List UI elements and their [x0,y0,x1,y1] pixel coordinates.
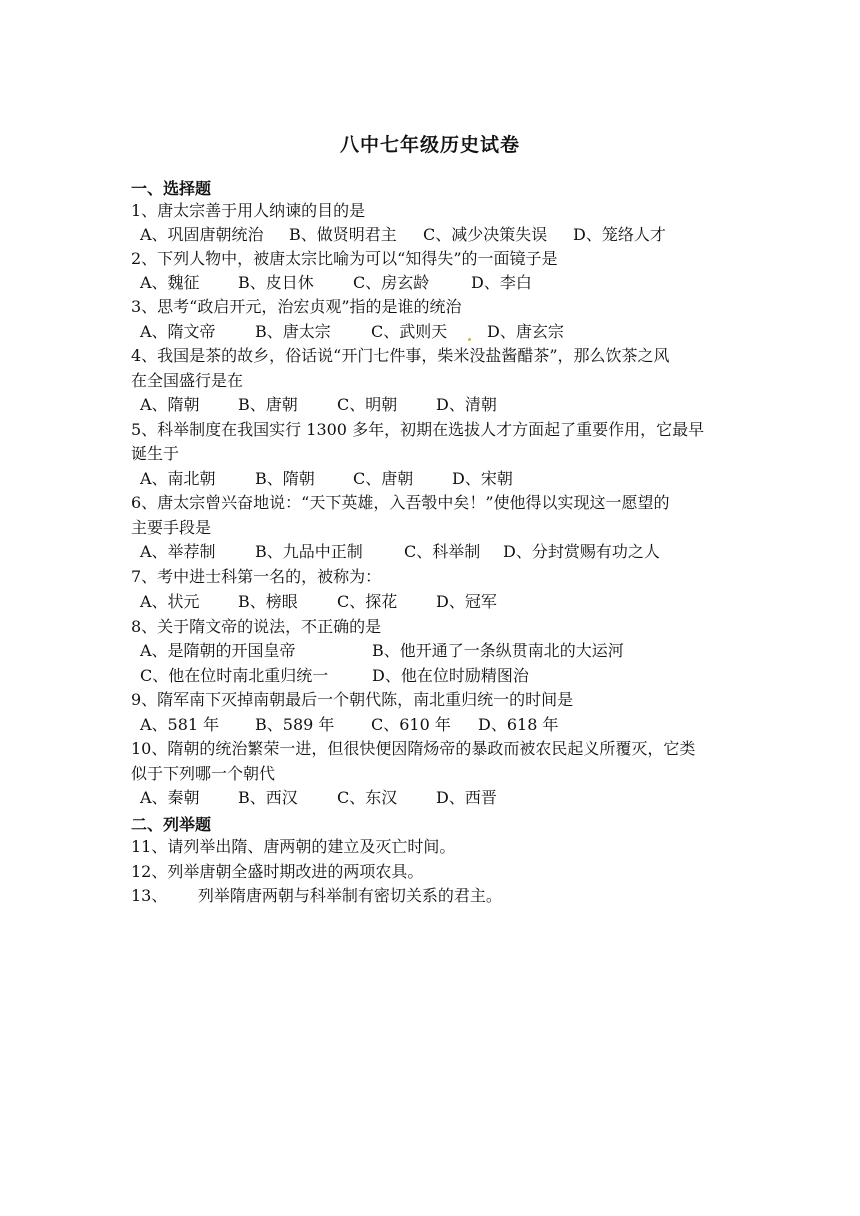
q3-option-d: D、唐玄宗 [487,322,564,341]
question-8: 8、关于隋文帝的说法，不正确的是 [131,617,382,636]
question-4-line-1: 4、我国是茶的故乡，俗话说“开门七件事，柴米没盐酱醋茶”，那么饮茶之风 [131,346,670,365]
q10-option-a: A、秦朝 [140,788,200,807]
section-heading-choice: 一、选择题 [131,179,212,198]
q5-option-d: D、宋朝 [452,469,513,488]
q5-option-b: B、隋朝 [255,469,315,488]
q6-option-d: D、分封赏赐有功之人 [503,542,660,561]
question-7: 7、考中进士科第一名的，被称为： [131,567,382,586]
q7-option-c: C、探花 [337,592,398,611]
question-3: 3、思考“政启开元，治宏贞观”指的是谁的统治 [131,297,462,316]
q8-option-d: D、他在位时励精图治 [372,666,529,685]
question-6-line-2: 主要手段是 [131,518,212,537]
q3-option-a: A、隋文帝 [140,322,216,341]
q3-option-c: C、武则天 [371,322,448,341]
q7-option-d: D、冠军 [436,592,497,611]
question-10-line-2: 似于下列哪一个朝代 [131,764,276,783]
question-4-line-2: 在全国盛行是在 [131,371,244,390]
q4-option-a: A、隋朝 [140,395,200,414]
question-1: 1、唐太宗善于用人纳谏的目的是 [131,201,366,220]
q2-option-d: D、李白 [471,273,532,292]
question-5-line-2: 诞生于 [131,444,180,463]
q2-option-b: B、皮日休 [238,273,314,292]
q4-option-b: B、唐朝 [238,395,298,414]
question-6-line-1: 6、唐太宗曾兴奋地说：“天下英雄，入吾彀中矣！”使他得以实现这一愿望的 [131,493,670,512]
q1-option-b: B、做贤明君主 [289,225,397,244]
exam-title: 八中七年级历史试卷 [339,134,520,156]
q8-option-a: A、是隋朝的开国皇帝 [140,641,296,660]
q10-option-b: B、西汉 [238,788,298,807]
q9-option-c: C、610 年 [371,715,451,734]
question-12: 12、列举唐朝全盛时期改进的两项农具。 [131,862,424,881]
question-5-line-1: 5、科举制度在我国实行 1300 多年，初期在选拔人才方面起了重要作用，它最早 [131,420,705,439]
stray-dot [468,338,471,341]
q7-option-b: B、榜眼 [238,592,298,611]
q8-option-c: C、他在位时南北重归统一 [140,666,329,685]
q9-option-b: B、589 年 [255,715,335,734]
q9-option-d: D、618 年 [478,715,559,734]
q1-option-d: D、笼络人才 [573,225,666,244]
q1-option-c: C、减少决策失误 [423,225,548,244]
q5-option-a: A、南北朝 [140,469,216,488]
q5-option-c: C、唐朝 [353,469,414,488]
q6-option-a: A、举荐制 [140,542,216,561]
question-13: 13、 列举隋唐两朝与科举制有密切关系的君主。 [131,886,502,905]
q4-option-d: D、清朝 [436,395,497,414]
q9-option-a: A、581 年 [140,715,220,734]
q7-option-a: A、状元 [140,592,200,611]
question-10-line-1: 10、隋朝的统治繁荣一进，但很快便因隋炀帝的暴政而被农民起义所覆灭，它类 [131,739,696,758]
q6-option-c: C、科举制 [404,542,481,561]
q8-option-b: B、他开通了一条纵贯南北的大运河 [372,641,624,660]
q6-option-b: B、九品中正制 [255,542,363,561]
question-9: 9、隋军南下灭掉南朝最后一个朝代陈，南北重归统一的时间是 [131,690,574,709]
q1-option-a: A、巩固唐朝统治 [140,225,264,244]
q10-option-c: C、东汉 [337,788,398,807]
q2-option-c: C、房玄龄 [353,273,430,292]
question-2: 2、下列人物中，被唐太宗比喻为可以“知得失”的一面镜子是 [131,249,558,268]
q4-option-c: C、明朝 [337,395,398,414]
q10-option-d: D、西晋 [436,788,497,807]
question-11: 11、请列举出隋、唐两朝的建立及灭亡时间。 [131,837,456,856]
q3-option-b: B、唐太宗 [255,322,331,341]
section-heading-list: 二、列举题 [131,815,212,834]
q2-option-a: A、魏征 [140,273,200,292]
